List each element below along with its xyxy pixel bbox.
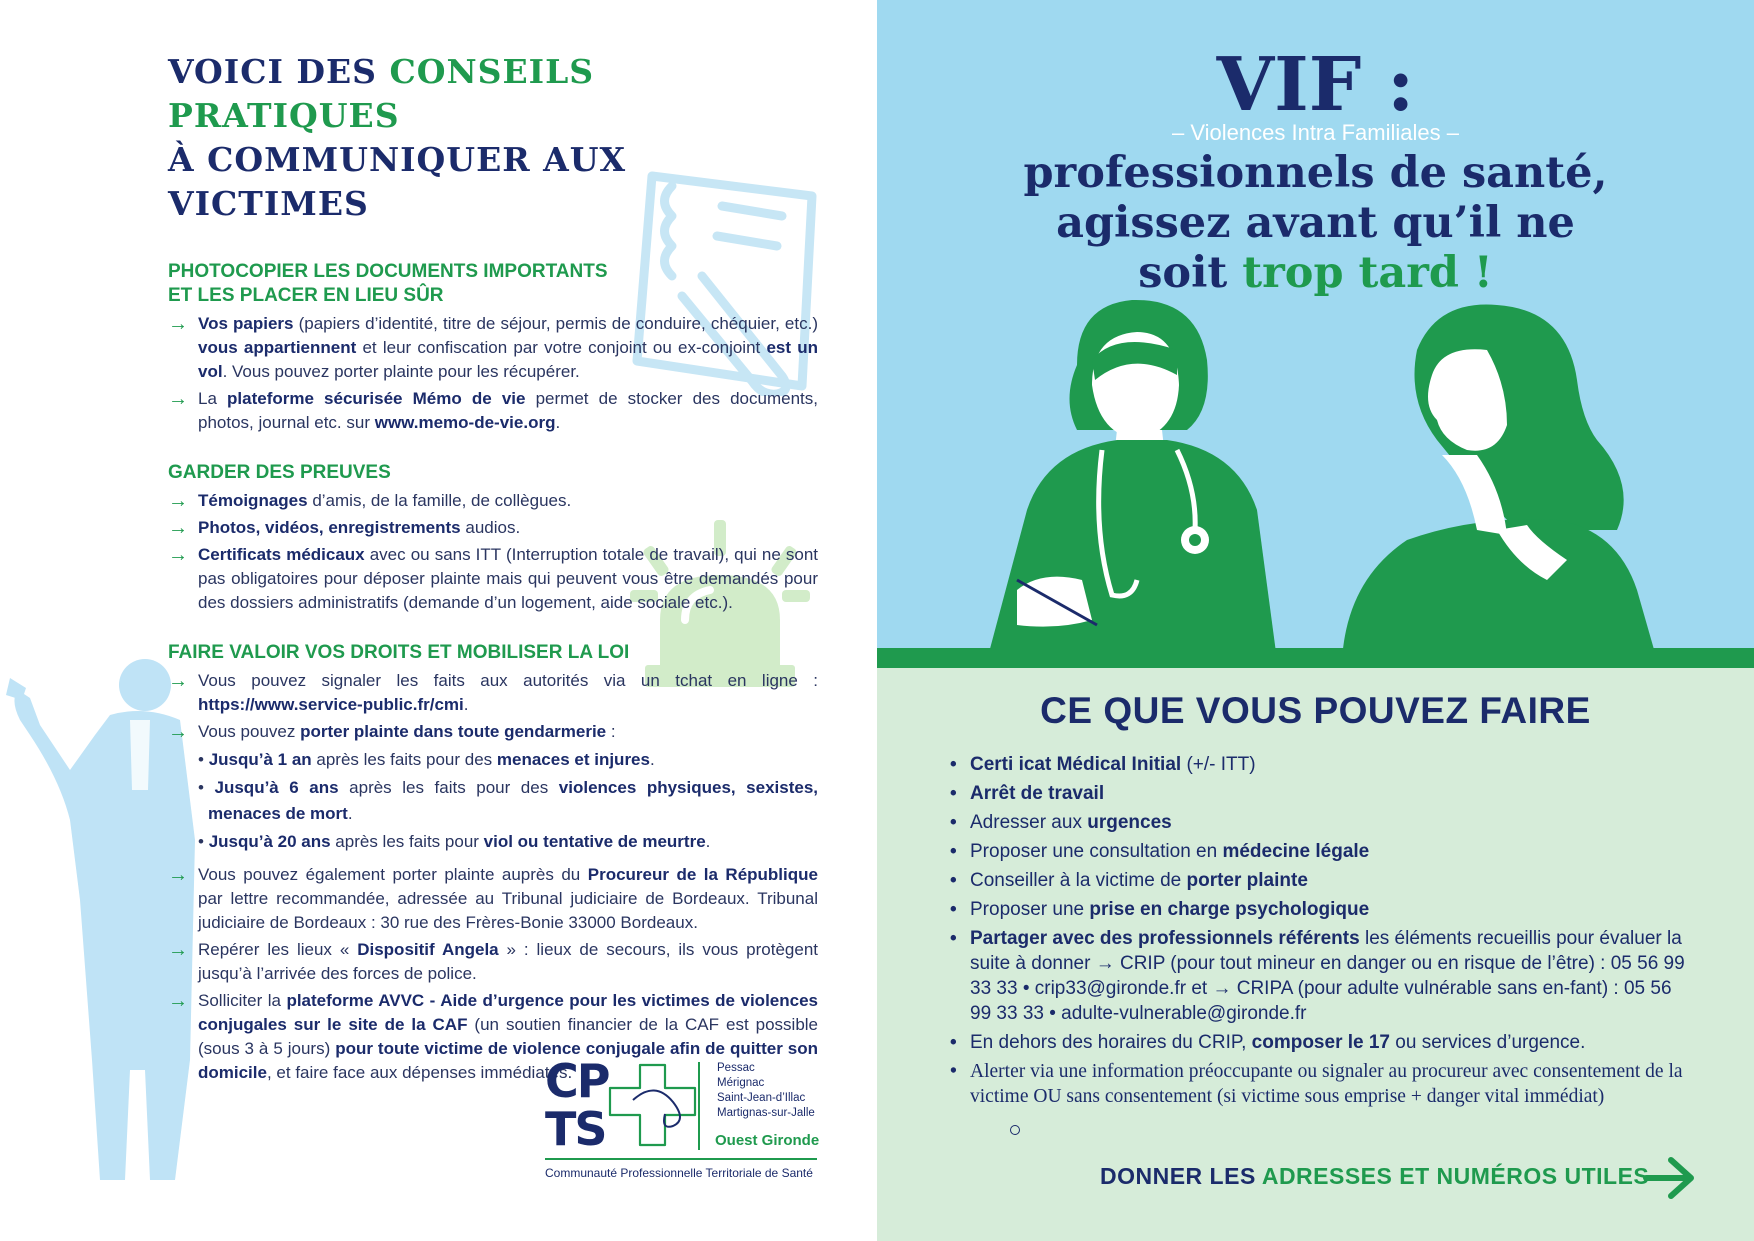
list-item: → Vous pouvez également porter plainte auprès du Procureur de la République par lettre recommandée, adressée au Tribunal judiciaire de Bordeaux. Tribunal judiciaire de Bordeaux : 30 rue des Frères-Bonie 33000 Bordeaux. [168,864,818,932]
arrow-right-icon: → [168,544,188,566]
list-item: • Jusqu’à 20 ans après les faits pour viol ou tentative de meurtre. [198,832,711,851]
section-title-documents: PHOTOCOPIER LES DOCUMENTS IMPORTANTS ET LES PLACER EN LIEU SÛR [168,261,608,306]
section-title-actions: CE QUE VOUS POUVEZ FAIRE [1040,690,1591,731]
cta-text: DONNER LES ADRESSES ET NUMÉROS UTILES [1100,1163,1650,1189]
doctor-illustration [987,300,1277,660]
list-droits-suite [168,863,818,1085]
vif-subtitle: – Violences Intra Familiales – [1172,120,1459,145]
list-item: • Certi icat Médical Initial (+/- ITT) [950,752,1695,777]
logo-separator [698,1062,700,1150]
list-item: • Proposer une consultation en médecine légale [950,839,1695,864]
section-title-droits: FAIRE VALOIR VOS DROITS ET MOBILISER LA LOI [168,642,630,663]
divider-band [877,648,1754,668]
list-item: • Jusqu’à 1 an après les faits pour des menaces et injures. [198,750,655,769]
list-item: → Solliciter la plateforme AVVC - Aide d’urgence pour les victimes de violences conjugales sur le site de la CAF (un soutien financier de la CAF est possible (sous 3 à 5 jours) pour toute victime de violence conjugale afin de quitter son domicile, et faire face aux dépenses immédiates. [168,990,819,1082]
list-item: → Repérer les lieux « Dispositif Angela » : lieux de secours, ils vous protègent jusqu’à l’arrivée des forces de police. [168,939,818,983]
list-item: → Vous pouvez signaler les faits aux autorités via un tchat en ligne : https://www.service-public.fr/cmi. [168,670,818,714]
actions-list [950,752,1695,1113]
list-item: • Adresser aux urgences [950,810,1695,835]
logo-cp: CP [545,1054,609,1108]
list-item: • Proposer une prise en charge psychologique [950,897,1695,922]
list-item: → Vos papiers (papiers d’identité, titre de séjour, permis de conduire, chéquier, etc.) vous appartiennent et leur confiscation par votre conjoint ou ex-conjoint est un vol. Vous pouvez porter plainte pour les récupérer. [168,313,818,381]
list-item: → Certificats médicaux avec ou sans ITT (Interruption totale de travail), qui ne sont pas obligatoires pour déposer plainte mais qui peuvent vous être demandés pour des dossiers administratifs (demande d’un logement, aide sociale etc.). [168,544,819,612]
list-item: → La plateforme sécurisée Mémo de vie permet de stocker des documents, photos, journal etc. sur www.memo-de-vie.org. [168,388,818,432]
logo-towns: Pessac Mérignac Saint-Jean-d’Illac Martignas-sur-Jalle [717,1062,815,1119]
service-public-link[interactable]: https://www.service-public.fr/cmi [198,695,464,714]
arrow-right-icon: → [168,388,188,410]
list-item: • Conseiller à la victime de porter plainte [950,868,1695,893]
doctor-patient-illustration [877,290,1754,660]
logo-ts: TS [545,1102,606,1156]
logo-underline [545,1158,817,1160]
arrow-right-icon: → [168,313,188,335]
list-item: • En dehors des horaires du CRIP, composer le 17 ou services d’urgence. [950,1030,1695,1055]
list-item: • Arrêt de travail [950,781,1695,806]
list-item: • Partager avec des professionnels référents les éléments recueillis pour évaluer la suite à donner → CRIP (pour tout mineur en danger ou en risque de l’être) : 05 56 99 33 33 • crip33@gironde.fr et → CRIPA (pour adulte vulnérable sans en-fant) : 05 56 99 33 33 • adulte-vulnerable@gironde.fr [950,926,1695,1026]
arrow-right-icon: → [168,864,188,886]
arrow-right-icon: → [168,939,188,961]
arrow-right-icon [1643,1155,1697,1201]
list-item: • Jusqu’à 6 ans après les faits pour des violences physiques, sexistes, menaces de mort. [198,778,819,823]
vif-title: VIF : [1216,42,1415,128]
arrow-right-icon: → [168,990,188,1012]
arrow-right-icon: → [168,517,188,539]
cpts-cross-logo [605,1060,710,1150]
list-preuves [168,489,818,615]
left-content [168,50,818,1088]
cpts-logo [545,1054,845,1188]
right-top-panel [877,0,1754,660]
list-item: → Vous pouvez porter plainte dans toute gendarmerie : [168,721,616,743]
list-documents [168,312,818,435]
logo-full-name: Communauté Professionnelle Territoriale de Santé [545,1166,813,1180]
section-title-preuves: GARDER DES PREUVES [168,462,391,483]
logo-region: Ouest Gironde [715,1132,820,1149]
arrow-right-icon: → [168,721,188,743]
list-item: → Photos, vidéos, enregistrements audios. [168,517,521,539]
circle-mark [1010,1125,1020,1135]
arrow-right-icon: → [168,670,188,692]
list-delais [198,747,818,855]
memo-de-vie-link[interactable]: www.memo-de-vie.org [374,413,556,432]
list-item: → Témoignages d’amis, de la famille, de collègues. [168,490,572,512]
patient-illustration [1342,305,1657,660]
headline: professionnels de santé, agissez avant qu’il ne soit trop tard ! [1023,148,1608,298]
arrow-right-icon: → [168,490,188,512]
list-item: • Alerter via une information préoccupante ou signaler au procureur avec consentement de la victime OU sans consentement (si victime sous emprise + danger vital immédiat) [950,1059,1695,1109]
list-droits [168,669,818,744]
main-title: VOICI DES CONSEILS PRATIQUES À COMMUNIQUER AUX VICTIMES [168,52,627,223]
